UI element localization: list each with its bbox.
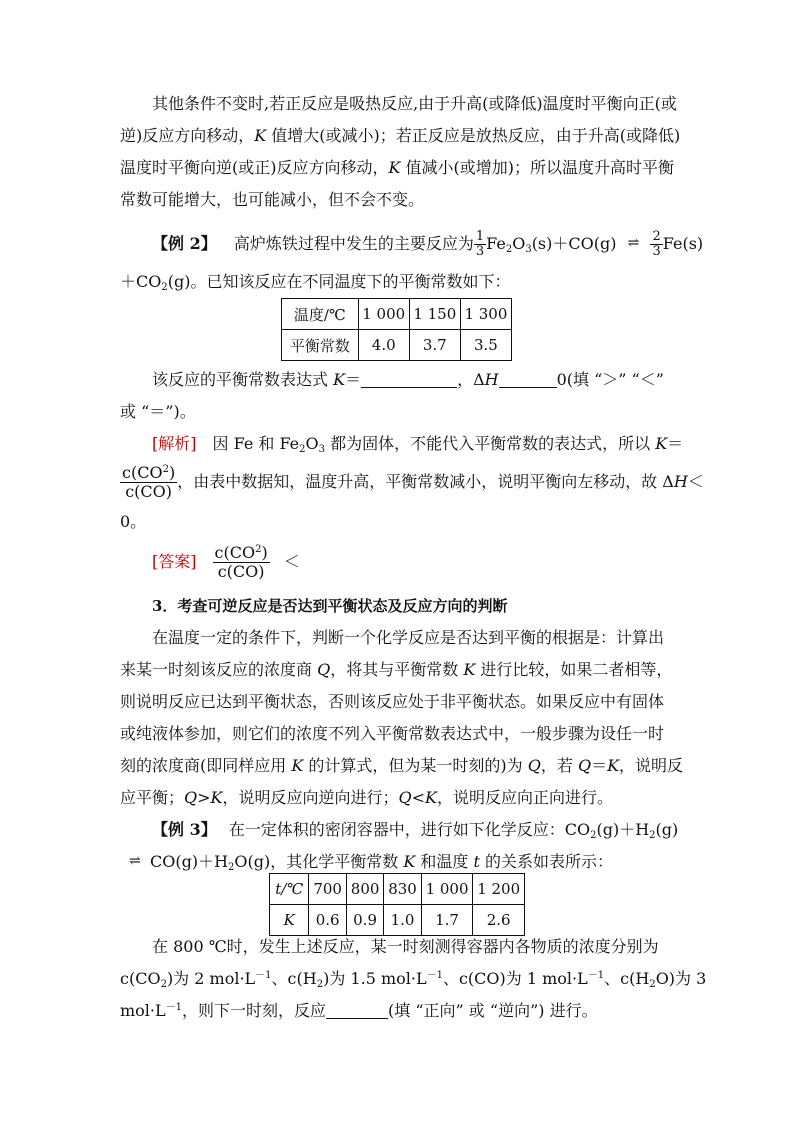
para1-line3	[120, 158, 680, 178]
k-temperature-table	[269, 873, 525, 936]
table-row	[270, 874, 525, 905]
k-expression-fraction	[120, 464, 177, 501]
var-h: H	[673, 472, 688, 491]
var-q: Q	[577, 756, 592, 775]
section3-line3	[120, 692, 680, 712]
denominator: 3	[652, 244, 661, 259]
text: (g)＋H	[596, 820, 650, 839]
text: 该反应的平衡常数表达式	[152, 370, 334, 389]
text: ，说明反	[619, 756, 684, 775]
text: 的计算式，但为某一时刻的)为	[303, 756, 528, 775]
text: ，Δ	[457, 370, 485, 389]
example3-para-line2	[120, 969, 707, 990]
var-h: H	[484, 370, 499, 389]
table-cell: 1 150	[409, 299, 460, 330]
text: O)为 3	[655, 969, 707, 988]
text: 、c(CO)为 1 mol·L	[442, 969, 588, 988]
numerator: 2	[652, 229, 661, 244]
text: 高炉炼铁过程中发生的主要反应为	[233, 234, 474, 253]
answer-symbol: ＜	[283, 552, 300, 571]
text: 在一定体积的密闭容器中，进行如下化学反应：CO	[228, 820, 591, 839]
text: 来某一时刻该反应的浓度商	[120, 660, 318, 679]
example3-line2	[120, 852, 680, 872]
answer-fraction	[213, 544, 270, 581]
text: ，将其与平衡常数	[330, 660, 464, 679]
subscript: 2	[299, 444, 306, 455]
example-tag: 【例 3】	[152, 820, 217, 839]
section3-line5	[120, 756, 684, 776]
subscript: 2	[649, 979, 656, 990]
example2-line2	[120, 272, 680, 292]
text: ＝	[667, 434, 684, 453]
text: 其他条件不变时,若正反应是吸热反应,由于升高(或降低)温度时平衡向正(或	[152, 94, 677, 113]
text: ＜	[687, 472, 704, 491]
answer-tag: [答案]	[152, 552, 197, 571]
text: ，若	[540, 756, 578, 775]
table-row	[282, 299, 512, 330]
table-cell: 平衡常数	[282, 330, 359, 361]
subscript: 2	[228, 862, 235, 873]
text: mol·L	[120, 1001, 166, 1020]
text: 则说明反应已达到平衡状态，否则该反应处于非平衡状态。如果反应中有固体	[120, 692, 665, 711]
text: 或纯液体参加，则它们的浓度不列入平衡常数表达式中，一般步骤为设任一时	[120, 724, 665, 743]
var-k: K	[403, 852, 416, 871]
var-t: t	[473, 852, 480, 871]
numerator: c(CO	[122, 463, 163, 482]
text: 、c(H	[604, 969, 650, 988]
para1-line2	[120, 126, 680, 146]
text: )为 1.5 mol·L	[323, 969, 427, 988]
denominator: 3	[475, 244, 485, 259]
text: CO(g)＋H	[150, 852, 229, 871]
text: 和温度	[415, 852, 474, 871]
text: 在温度一定的条件下，判断一个化学反应是否达到平衡的根据是：计算出	[152, 628, 665, 647]
formula: O	[512, 234, 526, 253]
fraction-two-thirds	[650, 230, 662, 259]
formula: (s)＋CO(g)	[531, 234, 617, 253]
subscript: 2	[161, 282, 168, 293]
answer-line	[152, 542, 712, 586]
section3-line2	[120, 660, 680, 680]
text: 进行比较，如果二者相等，	[475, 660, 673, 679]
superscript: －1	[426, 970, 443, 981]
superscript: 2	[255, 544, 262, 555]
equilibrium-arrow: ⇌	[627, 234, 640, 251]
table-cell: 0.9	[346, 905, 383, 936]
example3-line1	[152, 820, 712, 840]
example3-para-line3	[120, 1001, 680, 1021]
text: 常数可能增大，也可能减小，但不会不变。	[120, 190, 425, 209]
text: 或 “＝”)。	[120, 402, 196, 421]
table-cell: K	[283, 911, 295, 929]
text: c(CO	[120, 969, 161, 988]
answer-blank[interactable]	[361, 371, 457, 388]
text: ＝	[345, 370, 362, 389]
var-k: K	[425, 788, 437, 807]
text: 值减小(或增加)；所以温度升高时平衡	[400, 158, 675, 177]
var-q: Q	[527, 756, 541, 775]
var-k: K	[291, 756, 304, 775]
text: 刻的浓度商(即同样应用	[120, 756, 292, 775]
example-tag: 【例 2】	[152, 234, 217, 253]
table-cell: 2.6	[473, 905, 525, 936]
analysis-line3	[120, 512, 680, 532]
text: (g)	[655, 820, 679, 839]
subscript: 2	[505, 244, 513, 255]
text: ，说明反应向正向进行。	[437, 788, 614, 807]
table-cell: 4.0	[358, 330, 409, 361]
section-heading	[152, 596, 712, 616]
var-q: Q	[398, 788, 412, 807]
equilibrium-constant-table	[281, 298, 512, 361]
superscript: 2	[162, 464, 169, 475]
example2-line1	[152, 226, 712, 266]
numerator: c(CO	[214, 543, 256, 562]
var-k: K	[333, 370, 346, 389]
superscript: －1	[165, 1002, 183, 1013]
analysis-line2	[120, 462, 704, 504]
para1-line1	[152, 94, 712, 114]
superscript: －1	[587, 970, 605, 981]
text: ＋CO	[120, 272, 162, 291]
formula: Fe(s)	[662, 234, 704, 253]
text: O	[305, 434, 319, 453]
var-q: Q	[317, 660, 331, 679]
table-cell: 800	[346, 874, 383, 905]
answer-blank[interactable]	[499, 371, 557, 388]
example3-para-line1	[152, 937, 712, 957]
subscript: 2	[649, 830, 656, 841]
text: )	[261, 543, 268, 562]
example2-question-line2	[120, 402, 680, 422]
section3-line6: 应平衡；Q>K，说明反应向逆向进行；Q<K，说明反应向正向进行。	[120, 788, 614, 807]
table-cell: 1 200	[473, 874, 525, 905]
var-k: K	[210, 788, 223, 807]
table-cell: 1 000	[421, 874, 473, 905]
text: 0。	[120, 512, 147, 531]
text: 0(填 “＞” “＜”	[556, 370, 664, 389]
subscript: 2	[590, 830, 597, 841]
text: ，说明反应向逆向进行；	[222, 788, 399, 807]
fraction-one-third	[474, 230, 486, 259]
section3-line4	[120, 724, 680, 744]
section3-line1	[152, 628, 712, 648]
table-cell: 700	[309, 874, 346, 905]
text: )为 2 mol·L	[166, 969, 256, 988]
denominator: c(CO)	[125, 482, 172, 501]
text: 温度时平衡向逆(或正)反应方向移动，	[120, 158, 389, 177]
text: (g)。已知该反应在不同温度下的平衡常数如下：	[167, 272, 511, 291]
table-row	[282, 330, 512, 361]
table-cell: 3.5	[460, 330, 511, 361]
text: ，则下一时刻，反应	[182, 1001, 327, 1020]
text: (填 “正向” 或 “逆向”) 进行。	[388, 1001, 598, 1020]
text: 应平衡；	[120, 788, 185, 807]
equilibrium-arrow: ⇌	[129, 852, 141, 869]
var-k: K	[655, 434, 668, 453]
subscript: 2	[316, 979, 324, 990]
var-k: K	[607, 756, 620, 775]
text: 逆)反应方向移动，	[120, 126, 255, 145]
subscript: 2	[160, 979, 167, 990]
text: ＝	[591, 756, 608, 775]
table-cell: 1.7	[421, 905, 473, 936]
para1-line4	[120, 190, 680, 210]
analysis-tag: [解析]	[152, 434, 197, 453]
superscript: －1	[255, 970, 272, 981]
table-cell: 温度/℃	[282, 299, 359, 330]
table-cell: t/℃	[275, 880, 304, 898]
table-cell: 1 000	[358, 299, 409, 330]
text: O(g)，其化学平衡常数	[234, 852, 404, 871]
text: 都为固体，不能代入平衡常数的表达式，所以	[325, 434, 656, 453]
heading-text: 3．考查可逆反应是否达到平衡状态及反应方向的判断	[152, 597, 508, 615]
analysis-line1	[152, 434, 712, 454]
var-k: K	[254, 126, 267, 145]
table-cell: 0.6	[309, 905, 346, 936]
denominator: c(CO)	[217, 562, 265, 581]
text: 值增大(或减小)；若正反应是放热反应，由于升高(或降低)	[266, 126, 681, 145]
text: )	[168, 463, 176, 482]
subscript: 3	[318, 444, 326, 455]
text: 因 Fe 和 Fe	[212, 434, 300, 453]
text: 、c(H	[271, 969, 317, 988]
table-cell: 1.0	[384, 905, 421, 936]
var-k: K	[388, 158, 401, 177]
answer-blank[interactable]	[326, 1002, 388, 1019]
text: 的关系如表所示：	[479, 852, 614, 871]
formula: Fe	[486, 234, 506, 253]
var-q: Q	[184, 788, 198, 807]
example2-question	[152, 370, 712, 390]
numerator: 1	[475, 229, 485, 244]
subscript: 3	[525, 244, 532, 255]
table-cell: 1 300	[460, 299, 511, 330]
table-row	[270, 905, 525, 936]
var-k: K	[463, 660, 476, 679]
table-cell: 3.7	[409, 330, 460, 361]
table-cell: 830	[384, 874, 421, 905]
text: ，由表中数据知，温度升高，平衡常数减小，说明平衡向左移动，故 Δ	[177, 472, 674, 491]
text: 在 800 ℃时，发生上述反应，某一时刻测得容器内各物质的浓度分别为	[152, 937, 659, 956]
